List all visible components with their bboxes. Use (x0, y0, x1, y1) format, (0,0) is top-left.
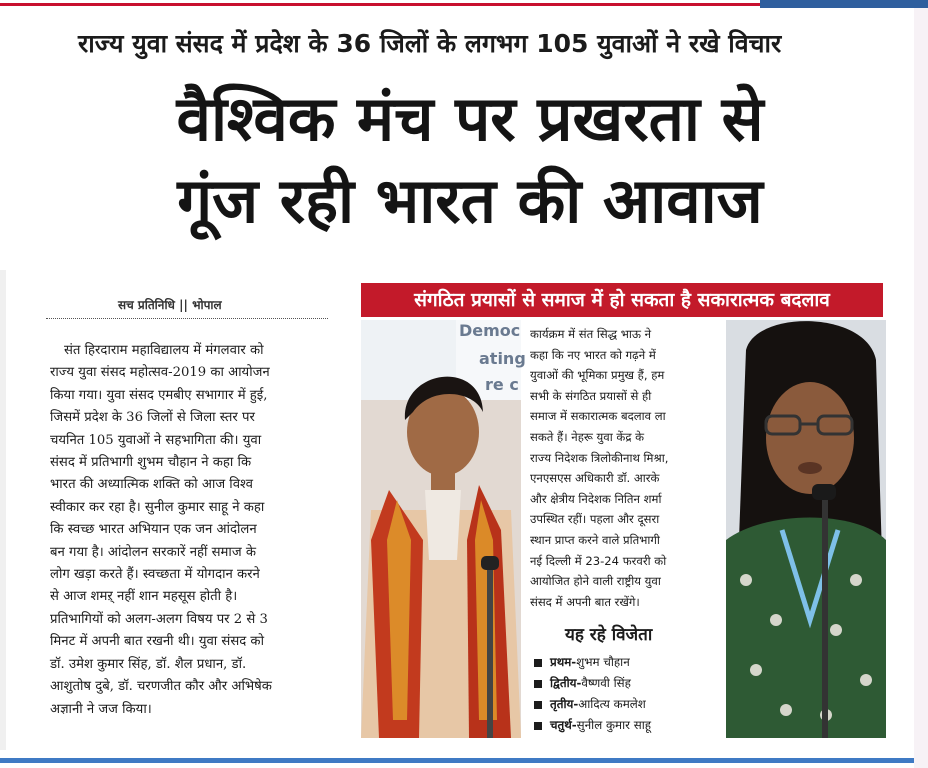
photo-female-speaker (726, 320, 886, 738)
kicker-headline: राज्य युवा संसद में प्रदेश के 36 जिलों के लगभग 105 युवाओं ने रखे विचार (78, 29, 782, 58)
sidebar-line: और क्षेत्रीय निदेशक नितिन शर्मा (530, 491, 662, 506)
sidebar-line: कार्यक्रम में संत सिद्ध भाऊ ने (530, 327, 652, 341)
winner-name: शुभम चौहान (576, 655, 630, 669)
headline-line-2: गूंज रही भारत की आवाज (177, 164, 763, 237)
article-sidebar-text (530, 324, 720, 612)
sidebar-line: एनएसएस अधिकारी डॉ. आरके (530, 471, 660, 486)
winner-rank: प्रथम- (550, 655, 577, 669)
winner-item (534, 715, 726, 736)
winner-item (534, 652, 726, 673)
sidebar-line: सकते हैं। नेहरू युवा केंद्र के (530, 429, 645, 444)
winner-rank: चतुर्थ- (550, 718, 577, 732)
body-line: भारत की अध्यात्मिक शक्ति को आज विश्व (50, 477, 253, 493)
body-line: मिनट में अपनी बात रखनी थी। युवा संसद को (50, 634, 264, 650)
winners-list (534, 652, 726, 736)
body-line: चयनित 105 युवाओं ने सहभागिता की। युवा (50, 432, 262, 448)
body-line: जिसमें प्रदेश के 36 जिलों से जिला स्तर पर (50, 410, 255, 426)
body-line: अज्ञानी ने जज किया। (50, 701, 152, 717)
winner-item (534, 694, 726, 715)
sidebar-line: आयोजित होने वाली राष्ट्रीय युवा (530, 574, 661, 589)
body-line: कि स्वच्छ भारत अभियान एक जन आंदोलन (50, 522, 257, 538)
bullet-square-icon (534, 701, 542, 709)
sidebar-line: राज्य निदेशक त्रिलोकीनाथ मिश्रा, (530, 450, 669, 465)
page-margin-left (0, 270, 6, 750)
body-line: किया गया। युवा संसद एमबीए सभागार में हुई, (50, 387, 268, 403)
top-red-rule (0, 3, 760, 6)
body-line: से आज शमऱ् नहीं शान महसूस होती है। (50, 589, 238, 605)
winner-rank: द्वितीय- (550, 676, 582, 690)
sidebar-line: सभी के संगठित प्रयासों से ही (530, 388, 652, 403)
sidebar-line: संसद में अपनी बात रखेंगे। (530, 594, 640, 609)
page-margin-right (914, 8, 928, 768)
body-line: डॉ. उमेश कुमार सिंह, डॉ. शैल प्रधान, डॉ. (50, 656, 247, 672)
sidebar-line: उपस्थित रहीं। पहला और दूसरा (530, 512, 660, 527)
sidebar-line: समाज में सकारात्मक बदलाव ला (530, 409, 666, 424)
bullet-square-icon (534, 722, 542, 730)
bottom-blue-rule (0, 758, 914, 763)
bullet-square-icon (534, 659, 542, 667)
subheadline-banner: संगठित प्रयासों से समाज में हो सकता है सकारात्मक बदलाव (361, 283, 883, 317)
sidebar-line: स्थान प्राप्त करने वाले प्रतिभागी (530, 532, 660, 547)
winner-name: आदित्य कमलेश (578, 697, 646, 711)
sidebar-line: कहा कि नए भारत को गढ़ने में (530, 347, 656, 362)
top-blue-rule (760, 0, 928, 8)
winner-name: सुनील कुमार साहू (576, 718, 652, 732)
winner-rank: तृतीय- (550, 697, 579, 711)
body-line: लोग खड़ा करते हैं। स्वच्छता में योगदान करने (50, 567, 260, 583)
body-line: संत हिरदाराम महाविद्यालय में मंगलवार को (64, 343, 264, 358)
body-line: आशुतोष दुबे, डॉ. चरणजीत कौर और अभिषेक (50, 679, 272, 695)
winner-item (534, 673, 726, 694)
main-headline (40, 78, 900, 242)
body-line: संसद में प्रतिभागी शुभम चौहान ने कहा कि (50, 455, 252, 471)
backdrop-text-1: Democ (459, 321, 521, 340)
backdrop-text-2: ating (479, 349, 526, 368)
byline: सच प्रतिनिधि || भोपाल (118, 298, 222, 312)
article-body (50, 340, 338, 721)
sidebar-line: नई दिल्ली में 23-24 फरवरी को (530, 553, 667, 568)
body-line: राज्य युवा संसद महोत्सव-2019 का आयोजन (50, 365, 270, 381)
headline-line-1: वैश्विक मंच पर प्रखरता से (176, 82, 764, 155)
winners-heading: यह रहे विजेता (565, 625, 653, 645)
photo-male-speaker (361, 320, 526, 738)
byline-divider (46, 318, 328, 319)
body-line: बन गया है। आंदोलन सरकारें नहीं समाज के (50, 544, 256, 560)
body-line: प्रतिभागियों को अलग-अलग विषय पर 2 से 3 (50, 611, 268, 627)
backdrop-text-3: re c (485, 375, 519, 394)
bullet-square-icon (534, 680, 542, 688)
winner-name: वैष्णवी सिंह (581, 676, 631, 690)
top-rule (0, 0, 928, 8)
body-line: स्वीकार कर रहा है। सुनील कुमार साहू ने कहा (50, 499, 265, 515)
sidebar-line: युवाओं की भूमिका प्रमुख हैं, हम (530, 368, 665, 383)
